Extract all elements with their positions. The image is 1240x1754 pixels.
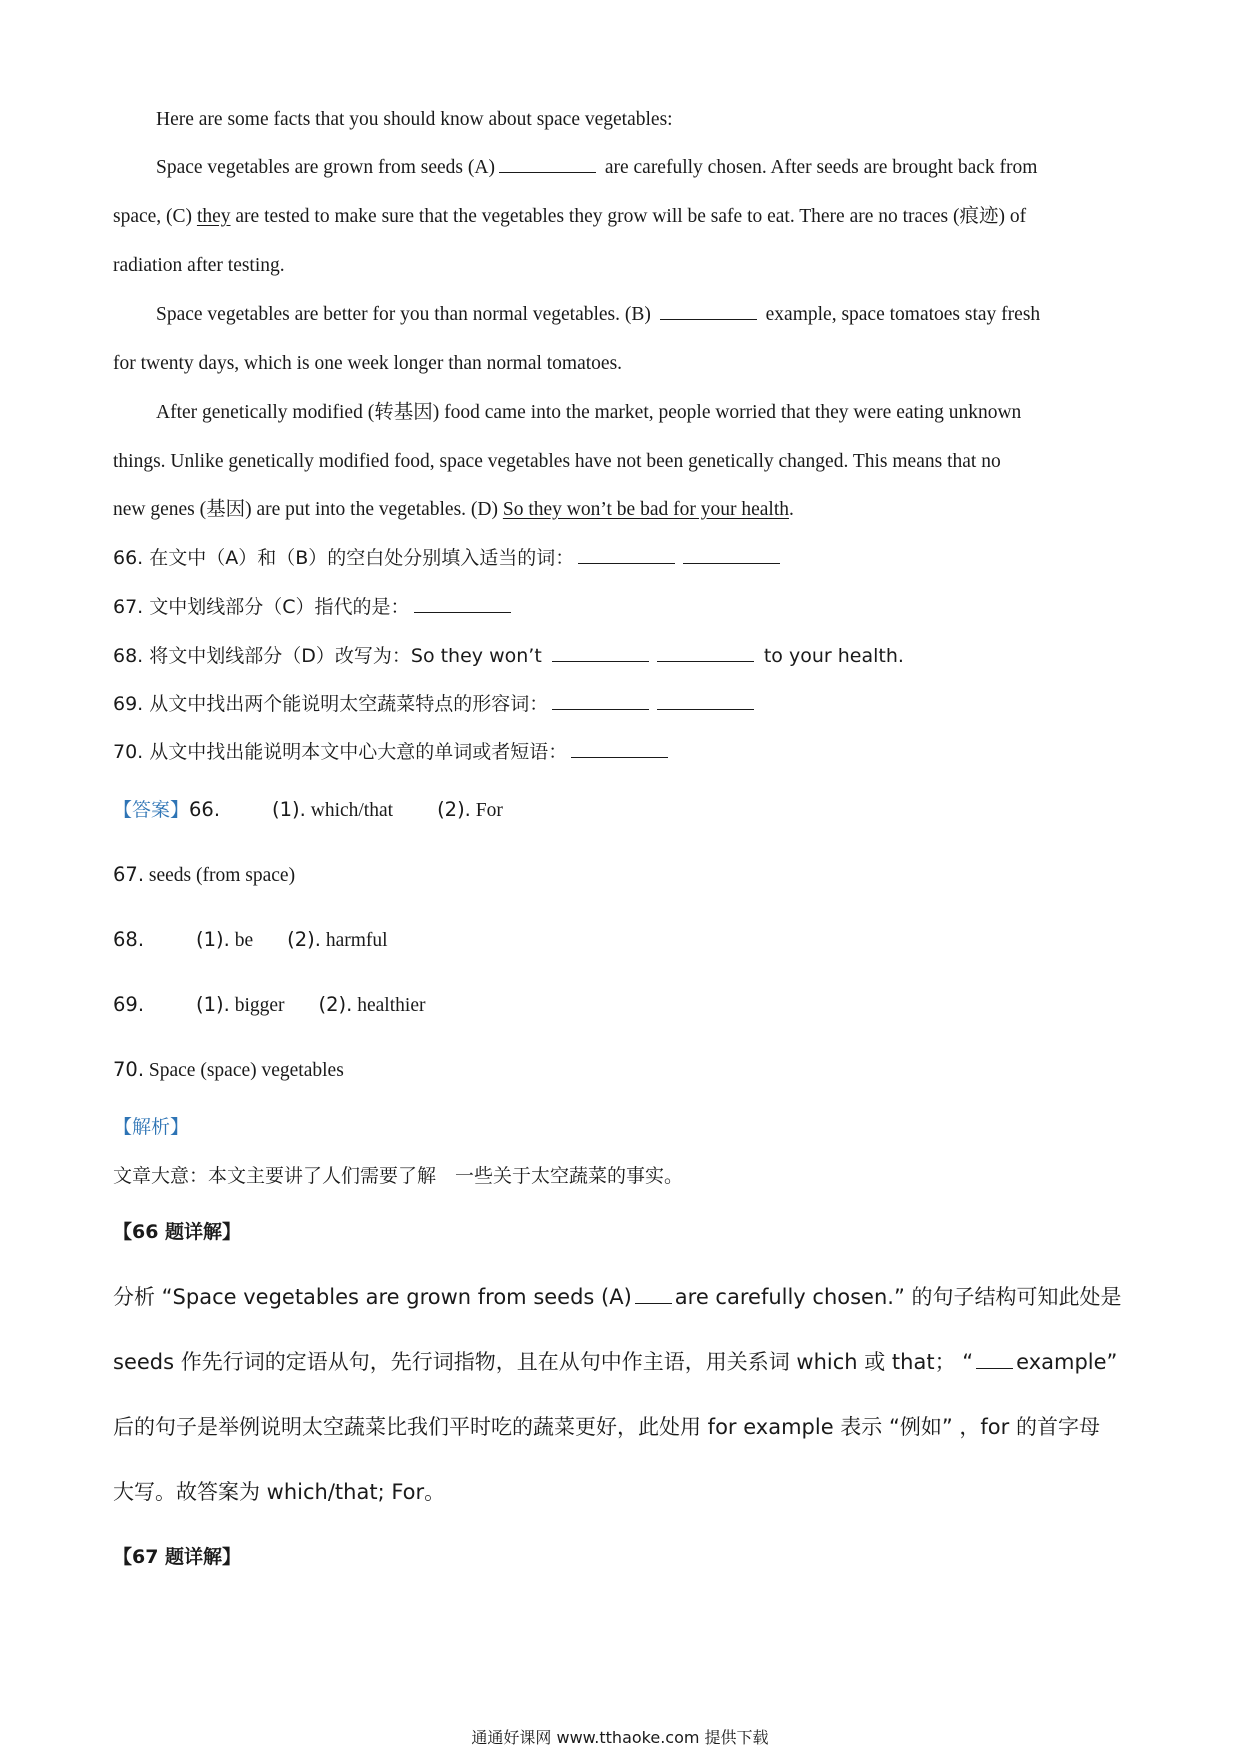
answer-value: which/that (305, 800, 394, 821)
text-segment: to your health. (757, 645, 904, 667)
question-68 (113, 642, 904, 670)
answer-blank (635, 1302, 672, 1304)
answer-number: 68. (113, 928, 145, 951)
passage-line (156, 154, 1037, 182)
passage-line: for twenty days, which is one week longer than normal tomatoes. (113, 353, 623, 374)
question-66 (113, 544, 784, 572)
text-segment: example, space tomatoes stay fresh (760, 304, 1041, 325)
text-segment: 66. 在文中（A）和（B）的空白处分别填入适当的词： (113, 547, 575, 569)
text-segment: are tested to make sure that the vegetables they grow will be safe to eat. There are no traces (痕迹) of (230, 206, 1027, 227)
text-segment: are carefully chosen. After seeds are brought back from (599, 157, 1038, 178)
answer-blank (571, 756, 668, 758)
answer-value: For (470, 800, 503, 821)
answer-blank (552, 660, 649, 662)
passage-line (156, 301, 1040, 329)
analysis-summary: 文章大意：本文主要讲了人们需要了解 一些关于太空蔬菜的事实。 (113, 1165, 684, 1187)
analysis-line (113, 1347, 1117, 1377)
text-segment: space, (C) (113, 206, 197, 227)
text-segment: 69. 从文中找出两个能说明太空蔬菜特点的形容词： (113, 693, 549, 715)
text-segment: new genes (基因) are put into the vegetables. (D) (113, 499, 503, 520)
sub-label: (2). (287, 928, 321, 951)
answer-number: 69. (113, 993, 145, 1016)
passage-intro: Here are some facts that you should know about space vegetables: (156, 109, 673, 130)
text-segment: Space vegetables are grown from seeds (A) (156, 157, 495, 178)
text-segment: 67. 文中划线部分（C）指代的是： (113, 596, 410, 618)
passage-line: After genetically modified (转基因) food came into the market, people worried that they were eating unknown (156, 402, 1022, 423)
sub-label: (2). (437, 798, 471, 821)
detail-heading-67: 【67 题详解】 (113, 1546, 242, 1568)
answer-value: be (229, 930, 254, 951)
sub-label: (1). (196, 928, 230, 951)
question-69 (113, 690, 758, 718)
answer-number: 67. (113, 863, 145, 886)
analysis-heading (113, 1113, 189, 1142)
answer-value: Space (space) vegetables (144, 1060, 344, 1081)
analysis-tag: 【解析】 (113, 1116, 190, 1138)
answer-70 (113, 1056, 344, 1085)
answer-tag: 【答案】 (113, 799, 190, 821)
text-segment: example” (1016, 1350, 1118, 1374)
text-segment: 分析 “Space vegetables are grown from seeds (A) (113, 1285, 632, 1309)
passage-line (113, 496, 794, 524)
page-footer: 通通好课网 www.tthaoke.com 提供下载 (471, 1728, 769, 1747)
detail-heading-66: 【66 题详解】 (113, 1221, 242, 1243)
answer-blank (552, 708, 649, 710)
text-segment: Space vegetables are better for you than normal vegetables. (B) (156, 304, 656, 325)
analysis-line: 大写。故答案为 which/that; For。 (113, 1480, 446, 1504)
answer-67 (113, 861, 295, 890)
text-segment: . (789, 499, 794, 520)
text-segment: 68. 将文中划线部分（D）改写为：So they won’t (113, 645, 548, 667)
answer-66 (113, 796, 503, 825)
passage-line: things. Unlike genetically modified food, space vegetables have not been genetically changed. This means that no (113, 451, 1001, 472)
answer-number: 70. (113, 1058, 145, 1081)
answer-number: 66. (189, 798, 221, 821)
answer-value: healthier (352, 995, 426, 1016)
answer-69 (113, 991, 425, 1020)
text-segment: seeds 作先行词的定语从句，先行词指物，且在从句中作主语，用关系词 which 或 that； “ (113, 1350, 974, 1374)
passage-line (113, 203, 1026, 231)
answer-blank (657, 660, 754, 662)
answer-blank (657, 708, 754, 710)
answer-blank (414, 611, 511, 613)
underlined-text: So they won’t be bad for your health (502, 499, 789, 520)
underlined-text: they (196, 206, 231, 227)
answer-value: harmful (320, 930, 388, 951)
answer-value: seeds (from space) (144, 865, 296, 886)
answer-blank (976, 1367, 1013, 1369)
answer-blank (660, 318, 757, 320)
question-67 (113, 593, 515, 621)
answer-blank (578, 562, 675, 564)
text-segment: 70. 从文中找出能说明本文中心大意的单词或者短语： (113, 741, 568, 763)
sub-label: (1). (196, 993, 230, 1016)
analysis-line (113, 1282, 1122, 1312)
sub-label: (1). (272, 798, 306, 821)
sub-label: (2). (318, 993, 353, 1016)
answer-68 (113, 926, 388, 955)
analysis-line: 后的句子是举例说明太空蔬菜比我们平时吃的蔬菜更好，此处用 for example 表示 “例如” ，for 的首字母 (113, 1415, 1100, 1439)
answer-value: bigger (229, 995, 285, 1016)
text-segment: are carefully chosen.” 的句子结构可知此处是 (674, 1285, 1122, 1309)
question-70 (113, 738, 672, 766)
answer-blank (683, 562, 780, 564)
passage-line: radiation after testing. (113, 255, 285, 276)
answer-blank (499, 171, 596, 173)
